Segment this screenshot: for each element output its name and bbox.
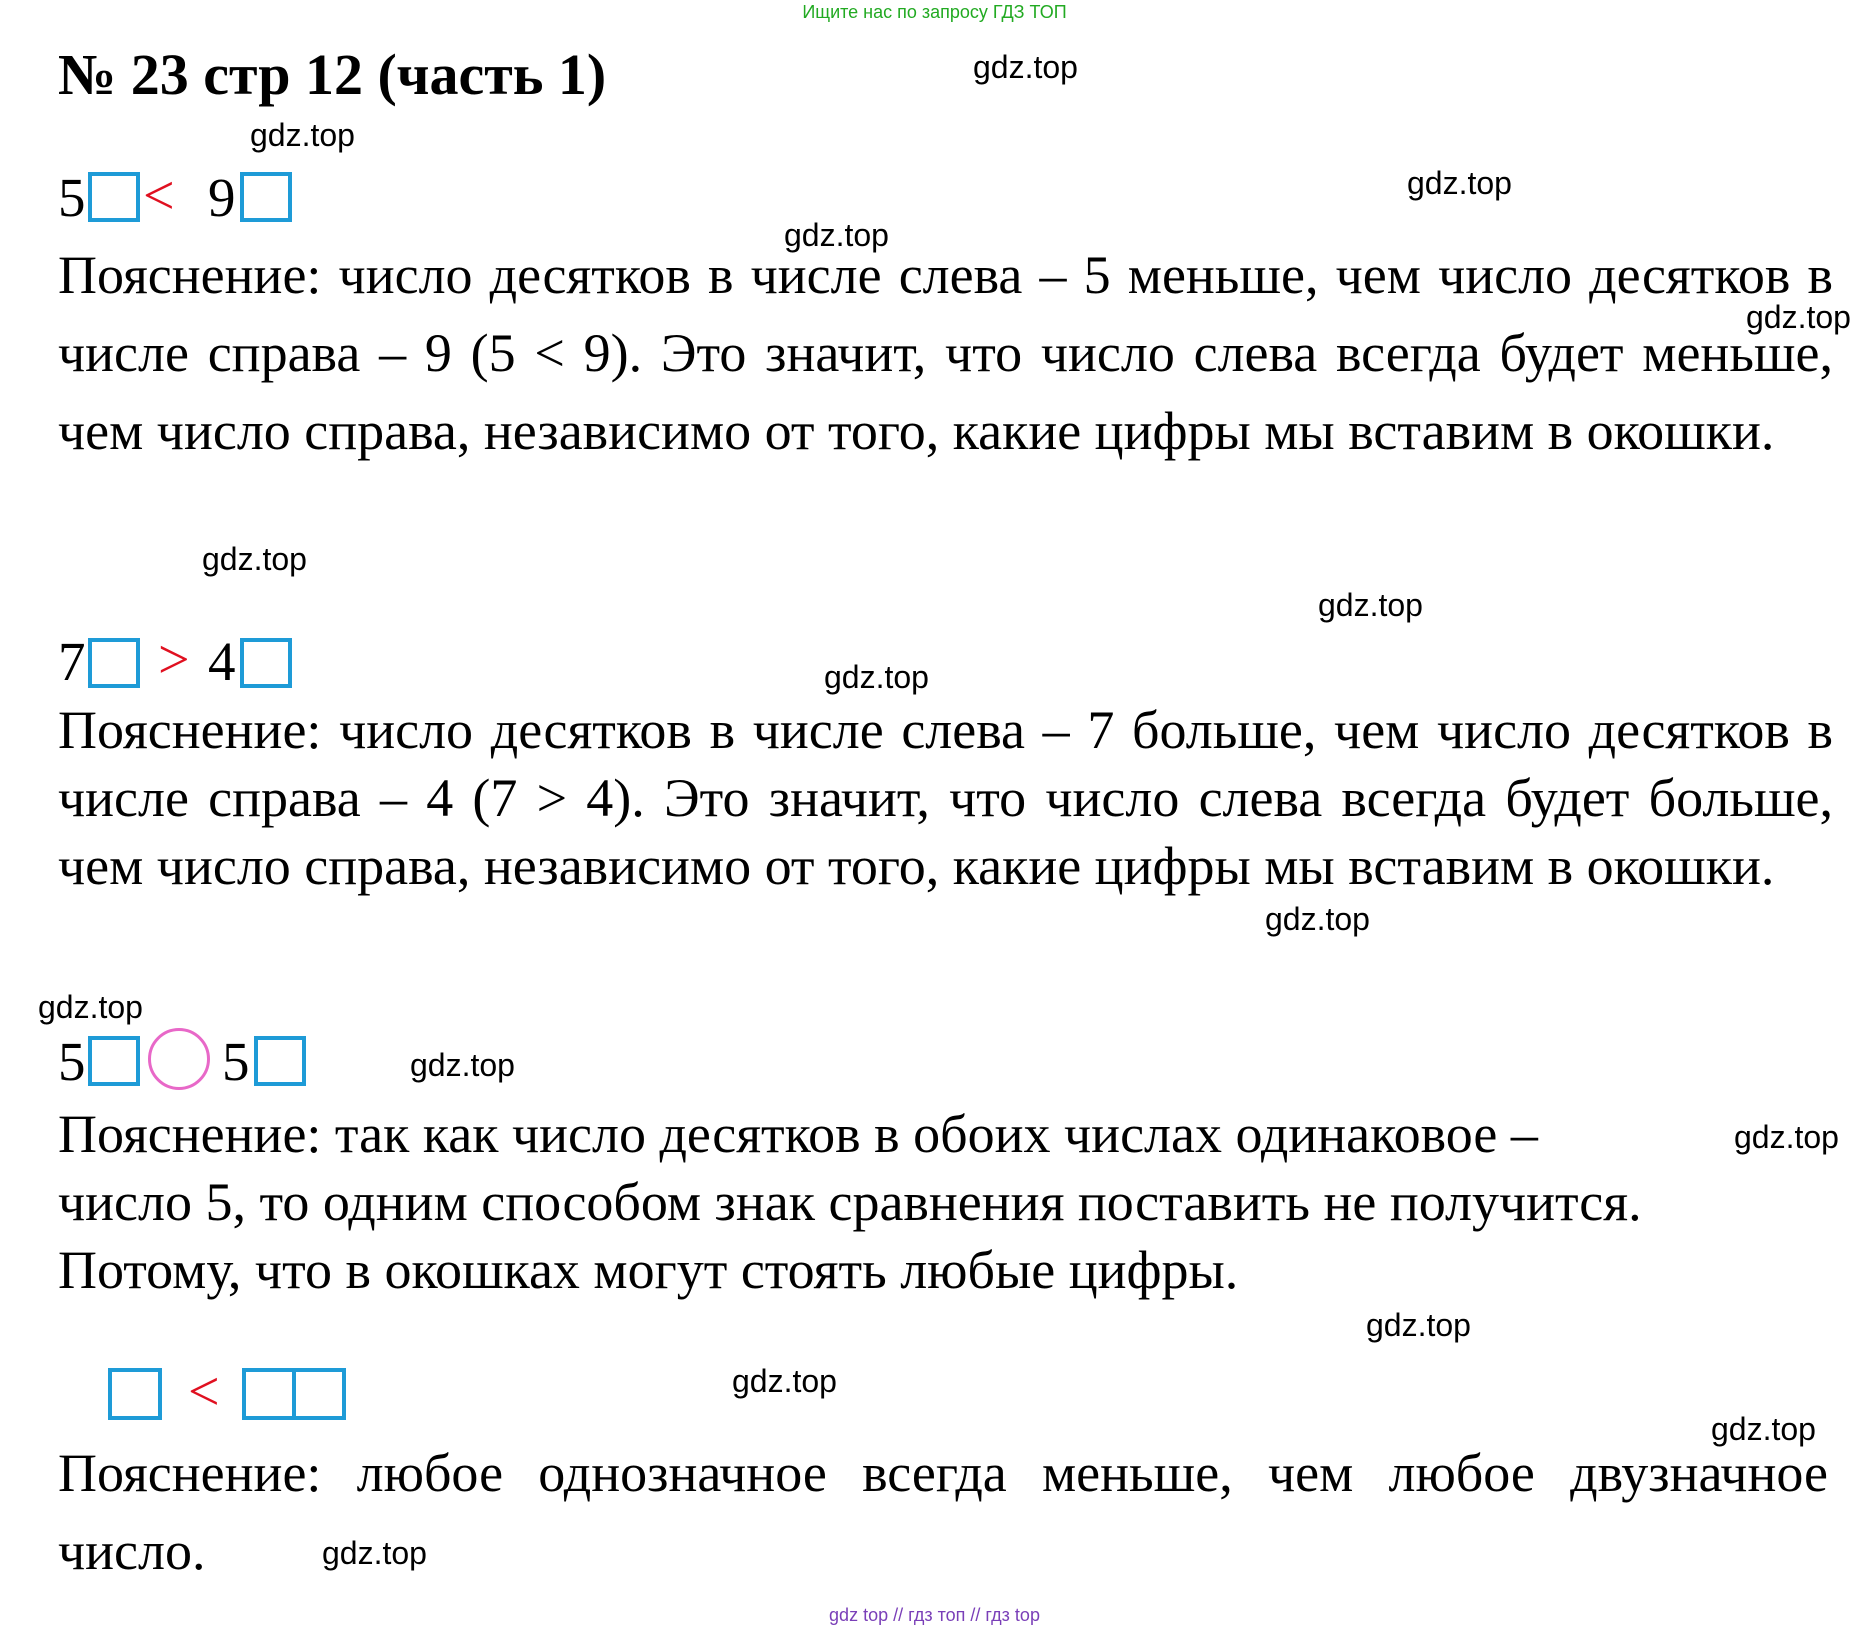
watermark: gdz.top	[1265, 901, 1370, 937]
top-banner: Ищите нас по запросу ГДЗ ТОП	[802, 2, 1067, 22]
watermark: gdz.top	[322, 1535, 427, 1571]
task-4-sign: <	[188, 1361, 220, 1423]
task-3-explanation-line-3: Потому, что в окошках могут стоять любые цифры.	[58, 1240, 1239, 1300]
watermark: gdz.top	[1366, 1307, 1471, 1343]
task-1-sign: <	[143, 165, 175, 227]
task-3-left-box	[88, 1036, 140, 1086]
task-1-right-digit: 9	[208, 167, 236, 228]
task-3-right-box	[254, 1036, 306, 1086]
page-title: № 23 стр 12 (часть 1)	[58, 42, 607, 107]
task-3-explanation	[58, 1100, 1833, 1304]
watermark: gdz.top	[202, 541, 307, 577]
task-2-explanation: Пояснение: число десятков в числе слева – 7 больше, чем число десятков в числе справа – 4 (7 > 4). Это значит, что число слева всегда будет больше, чем число справа, независимо от того, какие цифры мы вставим в окошки.	[58, 700, 1833, 896]
task-2-left-box	[88, 638, 140, 688]
task-1-left-digit: 5	[58, 167, 86, 228]
task-3-left-digit: 5	[58, 1031, 86, 1092]
watermark: gdz.top	[1407, 165, 1512, 201]
watermark: gdz.top	[784, 217, 889, 253]
watermark: gdz.top	[1318, 587, 1423, 623]
task-2-right-box	[240, 638, 292, 688]
task-2-left-digit: 7	[58, 631, 86, 692]
watermark: gdz.top	[250, 117, 355, 153]
task-3-explanation-line-2: число 5, то одним способом знак сравнения поставить не получится.	[58, 1172, 1642, 1232]
watermark: gdz.top	[732, 1363, 837, 1399]
watermark: gdz.top	[38, 989, 143, 1025]
task-1-left-box	[88, 172, 140, 222]
watermark: gdz.top	[973, 49, 1078, 85]
task-4-tens-box	[242, 1368, 296, 1420]
task-2-sign: >	[158, 629, 190, 691]
footer-links: gdz top // гдз топ // гдз top	[829, 1605, 1040, 1625]
task-4-ones-box	[292, 1368, 346, 1420]
task-4-single-box	[108, 1368, 162, 1420]
task-1-explanation: Пояснение: число десятков в числе слева – 5 меньше, чем число десятков в числе справа – 9 (5 < 9). Это значит, что число слева всегда будет меньше, чем число справа, независимо от того, какие цифры мы вставим в окошки.	[58, 245, 1833, 461]
watermark: gdz.top	[410, 1047, 515, 1083]
watermark: gdz.top	[1711, 1411, 1816, 1447]
watermark: gdz.top	[824, 659, 929, 695]
task-3-right-digit: 5	[222, 1031, 250, 1092]
task-3-sign-circle	[148, 1028, 210, 1090]
task-3-explanation-line-1: Пояснение: так как число десятков в обоих числах одинаковое –	[58, 1104, 1538, 1164]
watermark: gdz.top	[1734, 1119, 1839, 1155]
watermark: gdz.top	[1746, 299, 1851, 335]
task-2-right-digit: 4	[208, 631, 236, 692]
task-1-right-box	[240, 172, 292, 222]
task-4-explanation: Пояснение: любое однозначное всегда меньше, чем любое двузначное число.	[58, 1443, 1828, 1581]
